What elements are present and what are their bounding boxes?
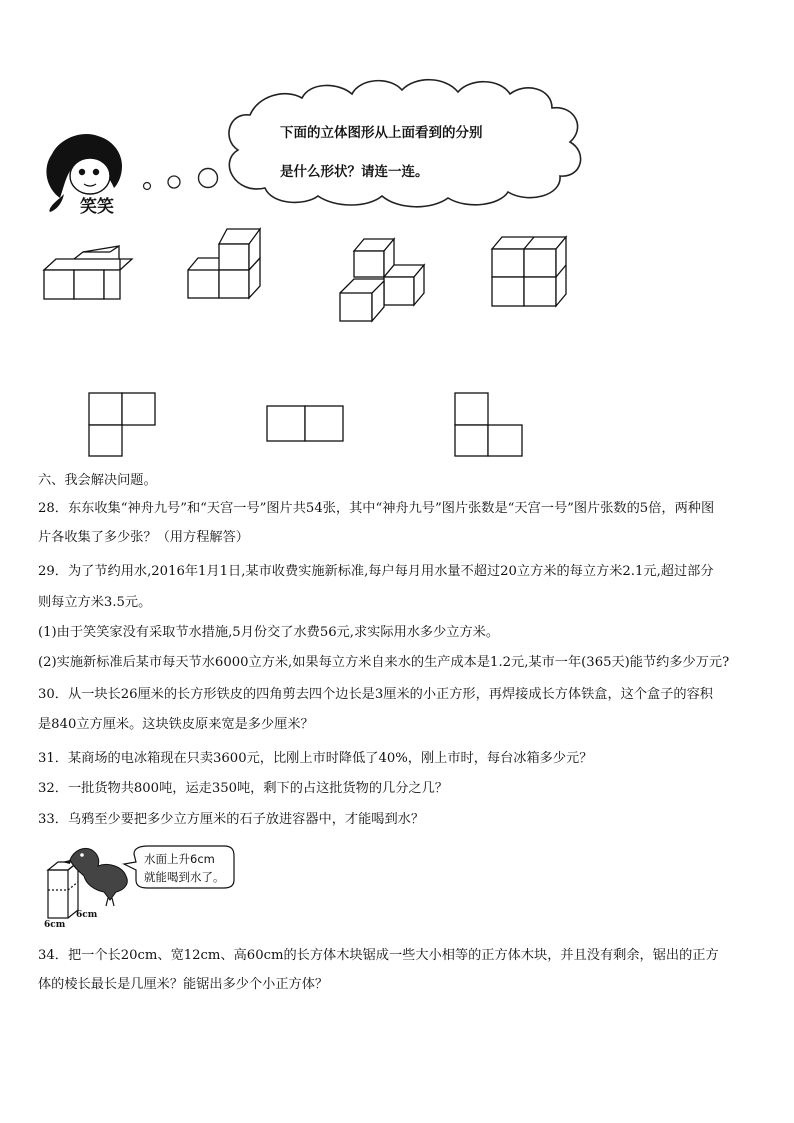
problem-29-sub-1: (1)由于笑笑家没有采取节水措施,5月份交了水费56元,求实际用水多少立方米。 xyxy=(38,625,500,640)
problem-28-line-1: 28．东东收集“神舟九号”和“天宫一号”图片共54张，其中“神舟九号”图片张数是“天宫一号”图片张数的5倍，两种图 xyxy=(38,501,715,516)
problem-30-line-2: 是840立方厘米。这块铁皮原来宽是多少厘米？ xyxy=(38,717,314,732)
top-view-shape-3 xyxy=(454,392,526,458)
top-view-shape-1 xyxy=(88,392,158,458)
problem-29-line-1: 29．为了节约用水,2016年1月1日,某市收费实施新标准,每户每月用水量不超过20立方米的每立方米2.1元,超过部分 xyxy=(38,564,714,579)
dimension-label-width: 6cm xyxy=(44,920,66,930)
solid-figure-2 xyxy=(188,226,268,302)
problem-31: 31．某商场的电冰箱现在只卖3600元，比刚上市时降低了40%，刚上市时，每台冰箱多少元？ xyxy=(38,751,593,766)
problem-32: 32．一批货物共800吨，运走350吨，剩下的占这批货物的几分之几？ xyxy=(38,781,448,796)
problem-30-line-1: 30．从一块长26厘米的长方形铁皮的四角剪去四个边长是3厘米的小正方形，再焊接成长方体铁盒，这个盒子的容积 xyxy=(38,687,713,702)
cloud-line-1: 下面的立体图形从上面看到的分别 xyxy=(280,125,483,141)
problem-34-line-1: 34．把一个长20cm、宽12cm、高60cm的长方体木块锯成一些大小相等的正方体木块，并且没有剩余，锯出的正方 xyxy=(38,948,719,963)
cloud-line-2: 是什么形状？请连一连。 xyxy=(280,164,429,180)
solid-figure-1 xyxy=(44,246,124,302)
character-name: 笑笑 xyxy=(80,197,114,217)
solid-figure-4 xyxy=(492,237,572,309)
problem-28-line-2: 片各收集了多少张？（用方程解答） xyxy=(38,530,249,545)
dimension-label-depth: 6cm xyxy=(76,910,98,920)
problem-29-line-2: 则每立方米3.5元。 xyxy=(38,595,152,610)
crow-bubble-line-2: 就能喝到水了。 xyxy=(144,870,225,884)
problem-29-sub-2: (2)实施新标准后某市每天节水6000立方米,如果每立方米自来水的生产成本是1.2元,某市一年(365天)能节约多少万元? xyxy=(38,655,730,670)
problem-33: 33．乌鸦至少要把多少立方厘米的石子放进容器中，才能喝到水？ xyxy=(38,812,425,827)
solid-figure-3 xyxy=(340,239,430,323)
crow-bubble-line-1: 水面上升6cm xyxy=(144,852,215,866)
section-title: 六、我会解决问题。 xyxy=(38,473,157,488)
top-view-shape-2 xyxy=(266,405,346,443)
problem-34-line-2: 体的棱长最长是几厘米？能锯出多少个小正方体？ xyxy=(38,977,329,992)
